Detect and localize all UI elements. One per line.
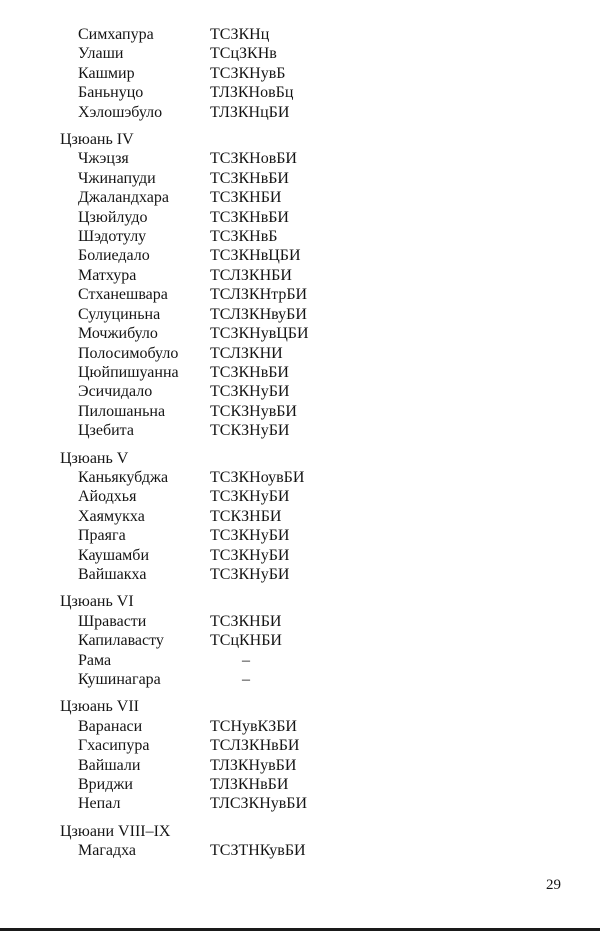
- table-row: [78, 756, 600, 775]
- table-row: [78, 305, 600, 324]
- table-row: [78, 324, 600, 343]
- place-name: Шэдотулу: [78, 228, 147, 246]
- table-row: [78, 246, 600, 265]
- table-row: [78, 507, 600, 526]
- code-value: ТСЗКНБИ: [210, 189, 282, 207]
- place-name: Хаямукха: [78, 507, 145, 525]
- code-value: ТСЛЗКНИ: [210, 344, 283, 362]
- table-row: [78, 421, 600, 440]
- code-value: ТСЛЗКНвБИ: [210, 737, 300, 755]
- code-value: ТСКЗНувБИ: [210, 402, 297, 420]
- table-row: [78, 208, 600, 227]
- table-row: [78, 103, 600, 122]
- table-row: [78, 83, 600, 102]
- place-name: Стханешвара: [78, 286, 168, 304]
- section-heading: Цзюани VIII–IX: [60, 822, 171, 840]
- place-name: Магадха: [78, 842, 137, 860]
- place-name: Гхасипура: [78, 737, 150, 755]
- code-value: ТСЗКНовБИ: [210, 150, 297, 168]
- place-name: Полосимобуло: [78, 344, 179, 362]
- place-name: Цзюйлудо: [78, 208, 148, 226]
- table-row: [78, 717, 600, 736]
- code-value: ТСЗКНуБИ: [210, 546, 290, 564]
- code-value: ТСцКНБИ: [210, 632, 282, 650]
- code-value: ТЛСЗКНувБИ: [210, 795, 308, 813]
- place-name: Болиедало: [78, 247, 150, 265]
- code-value: ТСЗКНц: [210, 26, 270, 43]
- code-value: ТСЗКНуБИ: [210, 383, 290, 401]
- table-row: [78, 651, 600, 670]
- code-value: ТСНувКЗБИ: [210, 717, 297, 735]
- place-name: Капилавасту: [78, 632, 164, 650]
- table-row: [78, 526, 600, 545]
- table-row: [78, 794, 600, 813]
- table-row: [78, 736, 600, 755]
- code-value: ТСЗКНуБИ: [210, 527, 290, 545]
- table-row: [78, 670, 600, 689]
- table-row: [78, 565, 600, 584]
- code-value: ТСЛЗКНвуБИ: [210, 305, 307, 323]
- place-name: Джаландхара: [78, 189, 169, 207]
- place-name: Кашмир: [78, 64, 135, 82]
- table-row: [78, 266, 600, 285]
- table-row: [78, 149, 600, 168]
- code-value: ТЛЗКНцБИ: [210, 103, 290, 121]
- section: [0, 25, 600, 122]
- code-value: ТСЗКНвБИ: [210, 208, 289, 226]
- place-name: Цюйпишуанна: [78, 363, 179, 381]
- table-row: [78, 487, 600, 506]
- code-value: –: [242, 671, 250, 688]
- code-value: ТСКЗНуБИ: [210, 422, 290, 440]
- table-row: [78, 169, 600, 188]
- place-name: Айодхья: [78, 488, 137, 506]
- place-name: Варанаси: [78, 717, 143, 735]
- code-value: ТСЗКНвБИ: [210, 169, 289, 187]
- section-heading: Цзюань V: [60, 449, 129, 467]
- place-name: Сулуциньна: [78, 305, 161, 323]
- place-name: Праяга: [78, 527, 126, 545]
- table-row: [78, 631, 600, 650]
- table-row: [78, 546, 600, 565]
- place-name: Вайшали: [78, 756, 141, 774]
- table-row: [78, 363, 600, 382]
- code-value: –: [242, 651, 250, 669]
- place-name: Мочжибуло: [78, 325, 158, 343]
- place-name: Непал: [78, 795, 121, 813]
- table-row: [78, 382, 600, 401]
- section-heading: Цзюань IV: [60, 131, 134, 149]
- place-name: Улаши: [78, 45, 124, 63]
- table-row: [78, 25, 600, 44]
- section: [0, 130, 600, 441]
- code-value: ТЛЗКНувБИ: [210, 756, 297, 774]
- code-value: ТЛЗКНовБц: [210, 84, 294, 102]
- place-name: Вайшакха: [78, 565, 147, 583]
- place-name: Хэлошэбуло: [78, 103, 163, 121]
- code-value: ТСЗКНуБИ: [210, 488, 290, 506]
- code-value: ТСЛЗКНтрБИ: [210, 286, 308, 304]
- table-row: [78, 188, 600, 207]
- page-number: 29: [546, 877, 561, 893]
- code-value: ТСЗКНвЦБИ: [210, 247, 301, 265]
- place-name: Каушамби: [78, 546, 149, 564]
- table-row: [78, 285, 600, 304]
- section: [0, 697, 600, 813]
- section-heading: Цзюань VI: [60, 593, 134, 611]
- place-name: Рама: [78, 651, 112, 669]
- place-name: Каньякубджа: [78, 468, 169, 486]
- section: [0, 822, 600, 861]
- table-row: [78, 402, 600, 421]
- table-row: [78, 44, 600, 63]
- code-value: ТСЗКНувБ: [210, 64, 286, 82]
- table-row: [78, 227, 600, 246]
- section-heading: Цзюань VII: [60, 698, 139, 716]
- code-value: ТСЗКНвБ: [210, 228, 278, 246]
- place-name: Вриджи: [78, 776, 133, 794]
- place-name: Цзебита: [78, 422, 134, 440]
- code-value: ТСЛЗКНБИ: [210, 266, 292, 284]
- code-value: ТЛЗКНвБИ: [210, 776, 289, 794]
- code-value: ТСЗКНуБИ: [210, 565, 290, 583]
- place-name: Кушинагара: [78, 671, 161, 688]
- place-name: Чжэцзя: [78, 150, 129, 168]
- table-row: [78, 468, 600, 487]
- code-value: ТСЗКНвБИ: [210, 363, 289, 381]
- place-name: Пилошаньна: [78, 402, 166, 420]
- place-name: Баньнуцо: [78, 84, 144, 102]
- code-value: ТСЗКНувЦБИ: [210, 325, 309, 343]
- table-row: [78, 775, 600, 794]
- place-name: Шравасти: [78, 612, 147, 630]
- code-value: ТСЗКНБИ: [210, 612, 282, 630]
- table-row: [78, 612, 600, 631]
- code-value: ТСЗТНКувБИ: [210, 842, 306, 860]
- place-name: Матхура: [78, 266, 137, 284]
- place-name: Чжинапуди: [78, 169, 156, 187]
- table-row: [78, 841, 600, 860]
- place-name: Эсичидало: [78, 383, 153, 401]
- code-value: ТСцЗКНв: [210, 45, 277, 63]
- table-row: [78, 344, 600, 363]
- table-row: [78, 64, 600, 83]
- code-value: ТСЗКНоувБИ: [210, 468, 305, 486]
- code-value: ТСКЗНБИ: [210, 507, 282, 525]
- section: [0, 449, 600, 585]
- section: [0, 592, 600, 689]
- place-name: Симхапура: [78, 26, 154, 43]
